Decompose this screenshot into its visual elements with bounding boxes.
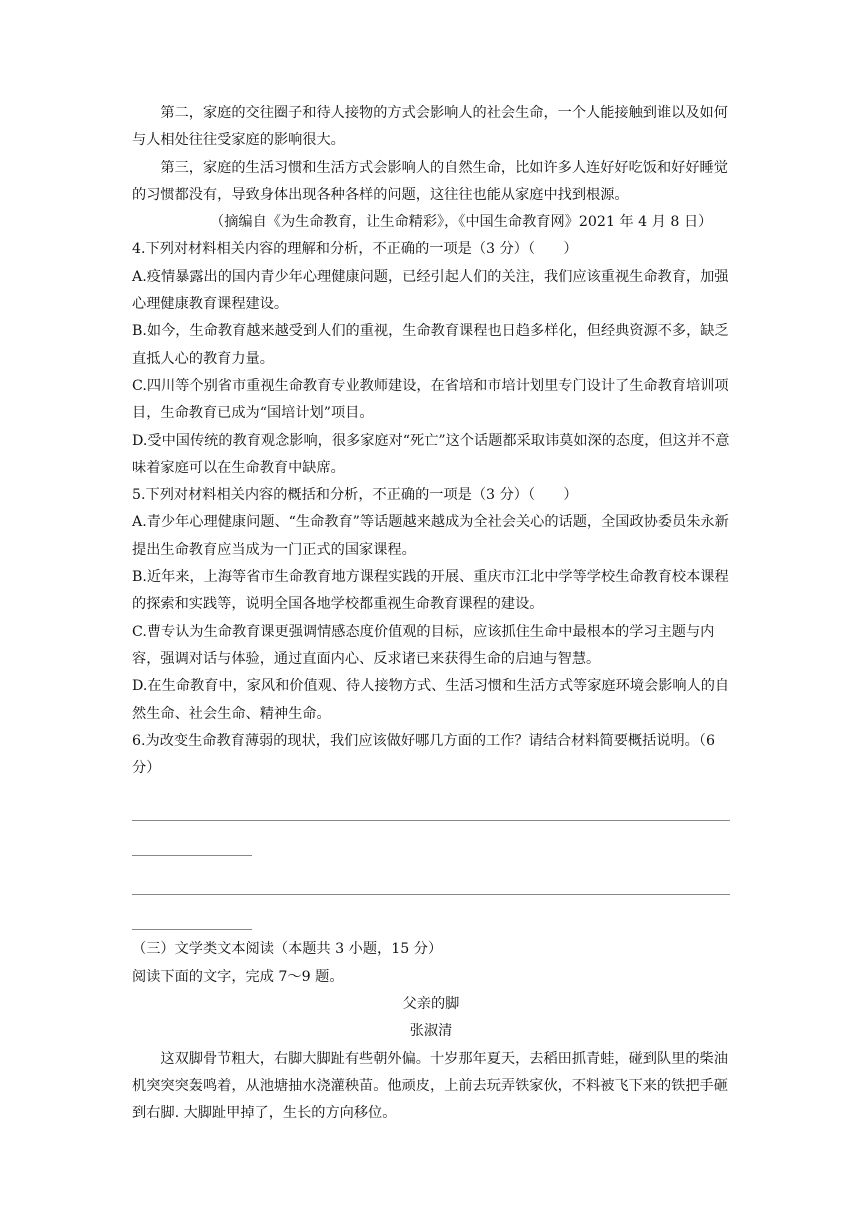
question-4-stem: 4.下列对材料相关内容的理解和分析，不正确的一项是（3 分）（ ） [132, 241, 578, 258]
answer-line [132, 915, 252, 930]
question-5-option-b: B.近年来，上海等省市生命教育地方课程实践的开展、重庆市江北中学等学校生命教育校本课程的探索和实践等，说明全国各地学校都重视生命教育课程的建设。 [132, 569, 729, 613]
story-author: 张淑清 [409, 1023, 453, 1040]
section-3-instruction: 阅读下面的文字，完成 7～9 题。 [132, 968, 344, 985]
question-5-stem: 5.下列对材料相关内容的概括和分析，不正确的一项是（3 分）（ ） [132, 487, 578, 504]
question-5-option-a: A.青少年心理健康问题、“生命教育”等话题越来越成为全社会关心的话题，全国政协委员朱永新提出生命教育应当成为一门正式的国家课程。 [132, 514, 729, 558]
question-6-stem: 6.为改变生命教育薄弱的现状，我们应该做好哪几方面的工作？请结合材料简要概括说明。（6 分） [132, 732, 715, 777]
question-4-option-d: D.受中国传统的教育观念影响，很多家庭对“死亡”这个话题都采取讳莫如深的态度，但这并不意味着家庭可以在生命教育中缺席。 [132, 432, 730, 476]
answer-line [132, 880, 730, 895]
question-5-option-c: C.曹专认为生命教育课更强调情感态度价值观的目标，应该抓住生命中最根本的学习主题与内容，强调对话与体验，通过直面内心、反求诸已来获得生命的启迪与智慧。 [132, 623, 715, 667]
question-4-option-b: B.如今，生命教育越来越受到人们的重视，生命教育课程也日趋多样化，但经典资源不多，缺乏直抵人心的教育力量。 [132, 323, 729, 367]
story-title: 父亲的脚 [402, 996, 460, 1013]
answer-line [132, 806, 730, 821]
passage-paragraph-2: 第二，家庭的交往圈子和待人接物的方式会影响人的社会生命，一个人能接触到谁以及如何与人相处往往受家庭的影响很大。 [132, 105, 728, 149]
question-4-option-c: C.四川等个别省市重视生命教育专业教师建设，在省培和市培计划里专门设计了生命教育培训项目，生命教育已成为“国培计划”项目。 [132, 377, 729, 422]
passage-paragraph-3: 第三，家庭的生活习惯和生活方式会影响人的自然生命，比如许多人连好好吃饭和好好睡觉的习惯都没有，导致身体出现各种各样的问题，这往往也能从家庭中找到根源。 [132, 159, 728, 203]
story-paragraph-1: 这双脚骨节粗大，右脚大脚趾有些朝外偏。十岁那年夏天，去稻田抓青蛙，碰到队里的柴油机突突突轰鸣着，从池塘抽水浇灌秧苗。他顽皮，上前去玩弄铁家伙，不料被飞下来的铁把手砸到右脚. 大脚趾甲掉了，生长的方向移位。 [132, 1050, 728, 1122]
document-body [132, 100, 730, 1128]
question-5-option-d: D.在生命教育中，家风和价值观、待人接物方式、生活习惯和生活方式等家庭环境会影响人的自然生命、社会生命、精神生命。 [132, 678, 730, 722]
answer-line [132, 841, 252, 856]
section-3-heading: （三）文学类文本阅读（本题共 3 小题，15 分） [132, 941, 443, 958]
passage-source: （摘编自《为生命教育，让生命精彩》，《中国生命教育网》2021 年 4 月 8 日） [210, 214, 713, 231]
question-4-option-a: A.疫情暴露出的国内青少年心理健康问题，已经引起人们的关注，我们应该重视生命教育，加强心理健康教育课程建设。 [132, 268, 729, 313]
